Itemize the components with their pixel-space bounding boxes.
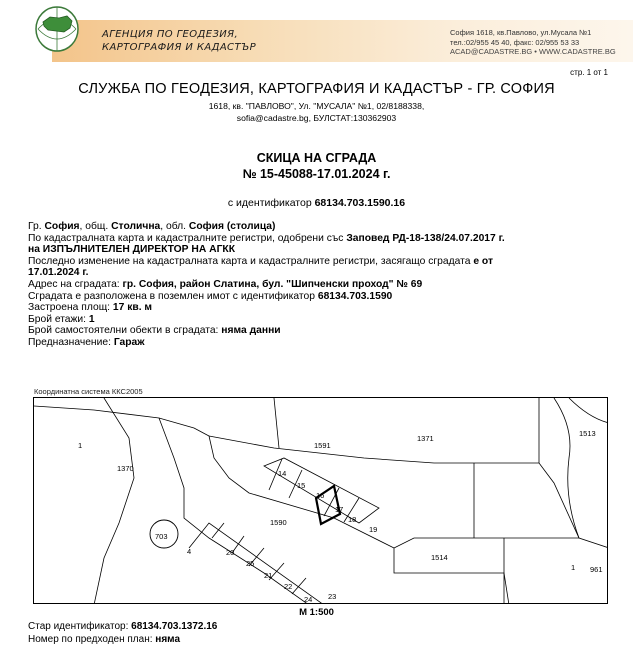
map-label: 1513 xyxy=(579,429,596,438)
building-info xyxy=(28,221,618,349)
parcel-id: 68134.703.1590 xyxy=(317,290,393,302)
parcel-label: Сградата е разположена в поземлен имот с идентификатор xyxy=(28,290,315,302)
parcel-boundary xyxy=(94,398,134,604)
service-address-line-2: sofia@cadastre.bg, БУЛСТАТ:130362903 xyxy=(236,112,397,123)
units-label: Брой самостоятелни обекти в сградата: xyxy=(28,325,219,337)
map-label: 21 xyxy=(264,571,273,580)
document-number: № 15-45088-17.01.2024 г. xyxy=(242,167,391,181)
address-label: Адрес на сградата: xyxy=(28,278,120,290)
map-label: 1 xyxy=(78,441,83,450)
last-change-line xyxy=(28,256,618,268)
parcel-boundary xyxy=(159,418,309,604)
location-sep-2: , обл. xyxy=(160,221,187,232)
header-band xyxy=(0,0,633,62)
map-label: 1590 xyxy=(270,518,287,527)
last-change-prefix: Последно изменение на кадастралната карта и кадастралните регистри, засягащо сградата xyxy=(28,255,471,267)
cadastral-map-drawing xyxy=(34,398,608,604)
old-id-line xyxy=(28,621,217,634)
prev-plan-line xyxy=(28,634,217,647)
agency-name xyxy=(102,28,302,54)
purpose-value: Гараж xyxy=(113,336,145,348)
approval-line xyxy=(28,233,618,245)
prev-plan-value: няма xyxy=(155,633,180,645)
map-label: 23 xyxy=(328,592,337,601)
last-change-date-line xyxy=(28,267,618,279)
address-line xyxy=(28,279,618,291)
area-label: Застроена площ: xyxy=(28,302,111,314)
map-label: 1371 xyxy=(417,434,434,443)
map-label: 961 xyxy=(590,565,603,574)
map-label: 24 xyxy=(304,595,313,604)
map-label: 18 xyxy=(348,515,357,524)
purpose-line xyxy=(28,337,618,349)
building-identifier xyxy=(0,197,633,209)
garage-divider xyxy=(292,578,306,594)
prev-plan-label: Номер по предходен план: xyxy=(28,633,153,645)
map-label: 1591 xyxy=(314,441,331,450)
garage-row xyxy=(189,523,324,604)
map-label: 22 xyxy=(284,582,293,591)
garage-divider xyxy=(212,523,224,538)
map-label: 14 xyxy=(278,469,287,478)
map-label: 1 xyxy=(571,563,576,572)
agency-line-1: АГЕНЦИЯ ПО ГЕОДЕЗИЯ, xyxy=(102,29,239,40)
last-change-date-a: е от xyxy=(473,255,493,267)
approved-by: на ИЗПЪЛНИТЕЛЕН ДИРЕКТОР НА АГКК xyxy=(28,244,235,256)
footer-info xyxy=(28,621,217,646)
floors-value: 1 xyxy=(88,313,95,325)
document-title xyxy=(0,150,633,182)
purpose-label: Предназначение: xyxy=(28,336,111,348)
map-scale: М 1:500 xyxy=(299,607,334,618)
map-label: 1514 xyxy=(431,553,448,562)
municipality: Столична xyxy=(111,221,161,232)
map-label: 15 xyxy=(297,481,306,490)
cadastral-map xyxy=(33,397,608,604)
map-label: 25 xyxy=(246,559,255,568)
map-label: 17 xyxy=(335,505,344,514)
map-label: 4 xyxy=(187,547,192,556)
units-value: няма данни xyxy=(221,325,281,337)
service-address xyxy=(0,101,633,124)
location-prefix: Гр. xyxy=(28,221,42,232)
contact-address: София 1618, кв.Павлово, ул.Мусала №1 xyxy=(450,28,592,37)
parcel-boundary xyxy=(274,398,279,448)
contact-phone: тел.:02/955 45 40, факс: 02/955 53 33 xyxy=(450,37,580,47)
city: София xyxy=(44,221,80,232)
address-value: гр. София, район Слатина, бул. "Шипченски проход" № 69 xyxy=(122,278,423,290)
parcel-boundary xyxy=(569,398,608,423)
approval-prefix: По кадастралната карта и кадастралните регистри, одобрени със xyxy=(28,232,344,244)
parcel-boundary xyxy=(394,548,509,604)
contact-web: ACAD@CADASTRE.BG • WWW.CADASTRE.BG xyxy=(450,47,616,56)
map-label: 16 xyxy=(316,491,325,500)
location-line xyxy=(28,221,618,233)
parcel-boundary xyxy=(394,538,504,548)
floors-line xyxy=(28,314,618,326)
identifier-prefix: с идентификатор xyxy=(227,197,312,209)
agency-logo-icon xyxy=(34,4,80,54)
old-id-label: Стар идентификатор: xyxy=(28,621,129,632)
map-label: 19 xyxy=(369,525,378,534)
region: София (столица) xyxy=(188,221,276,232)
page-number: стр. 1 от 1 xyxy=(570,68,608,77)
area-line xyxy=(28,302,618,314)
document-title-text: СКИЦА НА СГРАДА xyxy=(256,151,377,165)
area-value: 17 кв. м xyxy=(112,302,153,314)
parcel-boundary xyxy=(554,398,579,538)
agency-contact xyxy=(450,28,630,57)
approval-order: Заповед РД-18-138/24.07.2017 г. xyxy=(346,232,505,244)
location-sep-1: , общ. xyxy=(79,221,109,232)
agency-line-2: КАРТОГРАФИЯ И КАДАСТЪР xyxy=(102,42,257,53)
parcel-boundary xyxy=(34,406,209,436)
parcel-boundary xyxy=(539,398,608,548)
identifier-value: 68134.703.1590.16 xyxy=(314,197,406,209)
map-label: 1370 xyxy=(117,464,134,473)
floors-label: Брой етажи: xyxy=(28,313,87,325)
last-change-date: 17.01.2024 г. xyxy=(28,267,89,279)
old-id-value: 68134.703.1372.16 xyxy=(131,621,218,632)
service-address-line-1: 1618, кв. "ПАВЛОВО", Ул. "МУСАЛА" №1, 02/8188338, xyxy=(208,101,425,111)
map-label: 703 xyxy=(155,532,168,541)
service-title: СЛУЖБА ПО ГЕОДЕЗИЯ, КАРТОГРАФИЯ И КАДАСТЪР - ГР. СОФИЯ xyxy=(78,81,555,97)
coordinate-system-label: Координатна система ККС2005 xyxy=(34,387,143,396)
parcel-line xyxy=(28,291,618,303)
units-line xyxy=(28,325,618,337)
approved-by-line xyxy=(28,244,618,256)
map-label: 20 xyxy=(226,548,235,557)
parcel-boundary xyxy=(209,436,394,548)
